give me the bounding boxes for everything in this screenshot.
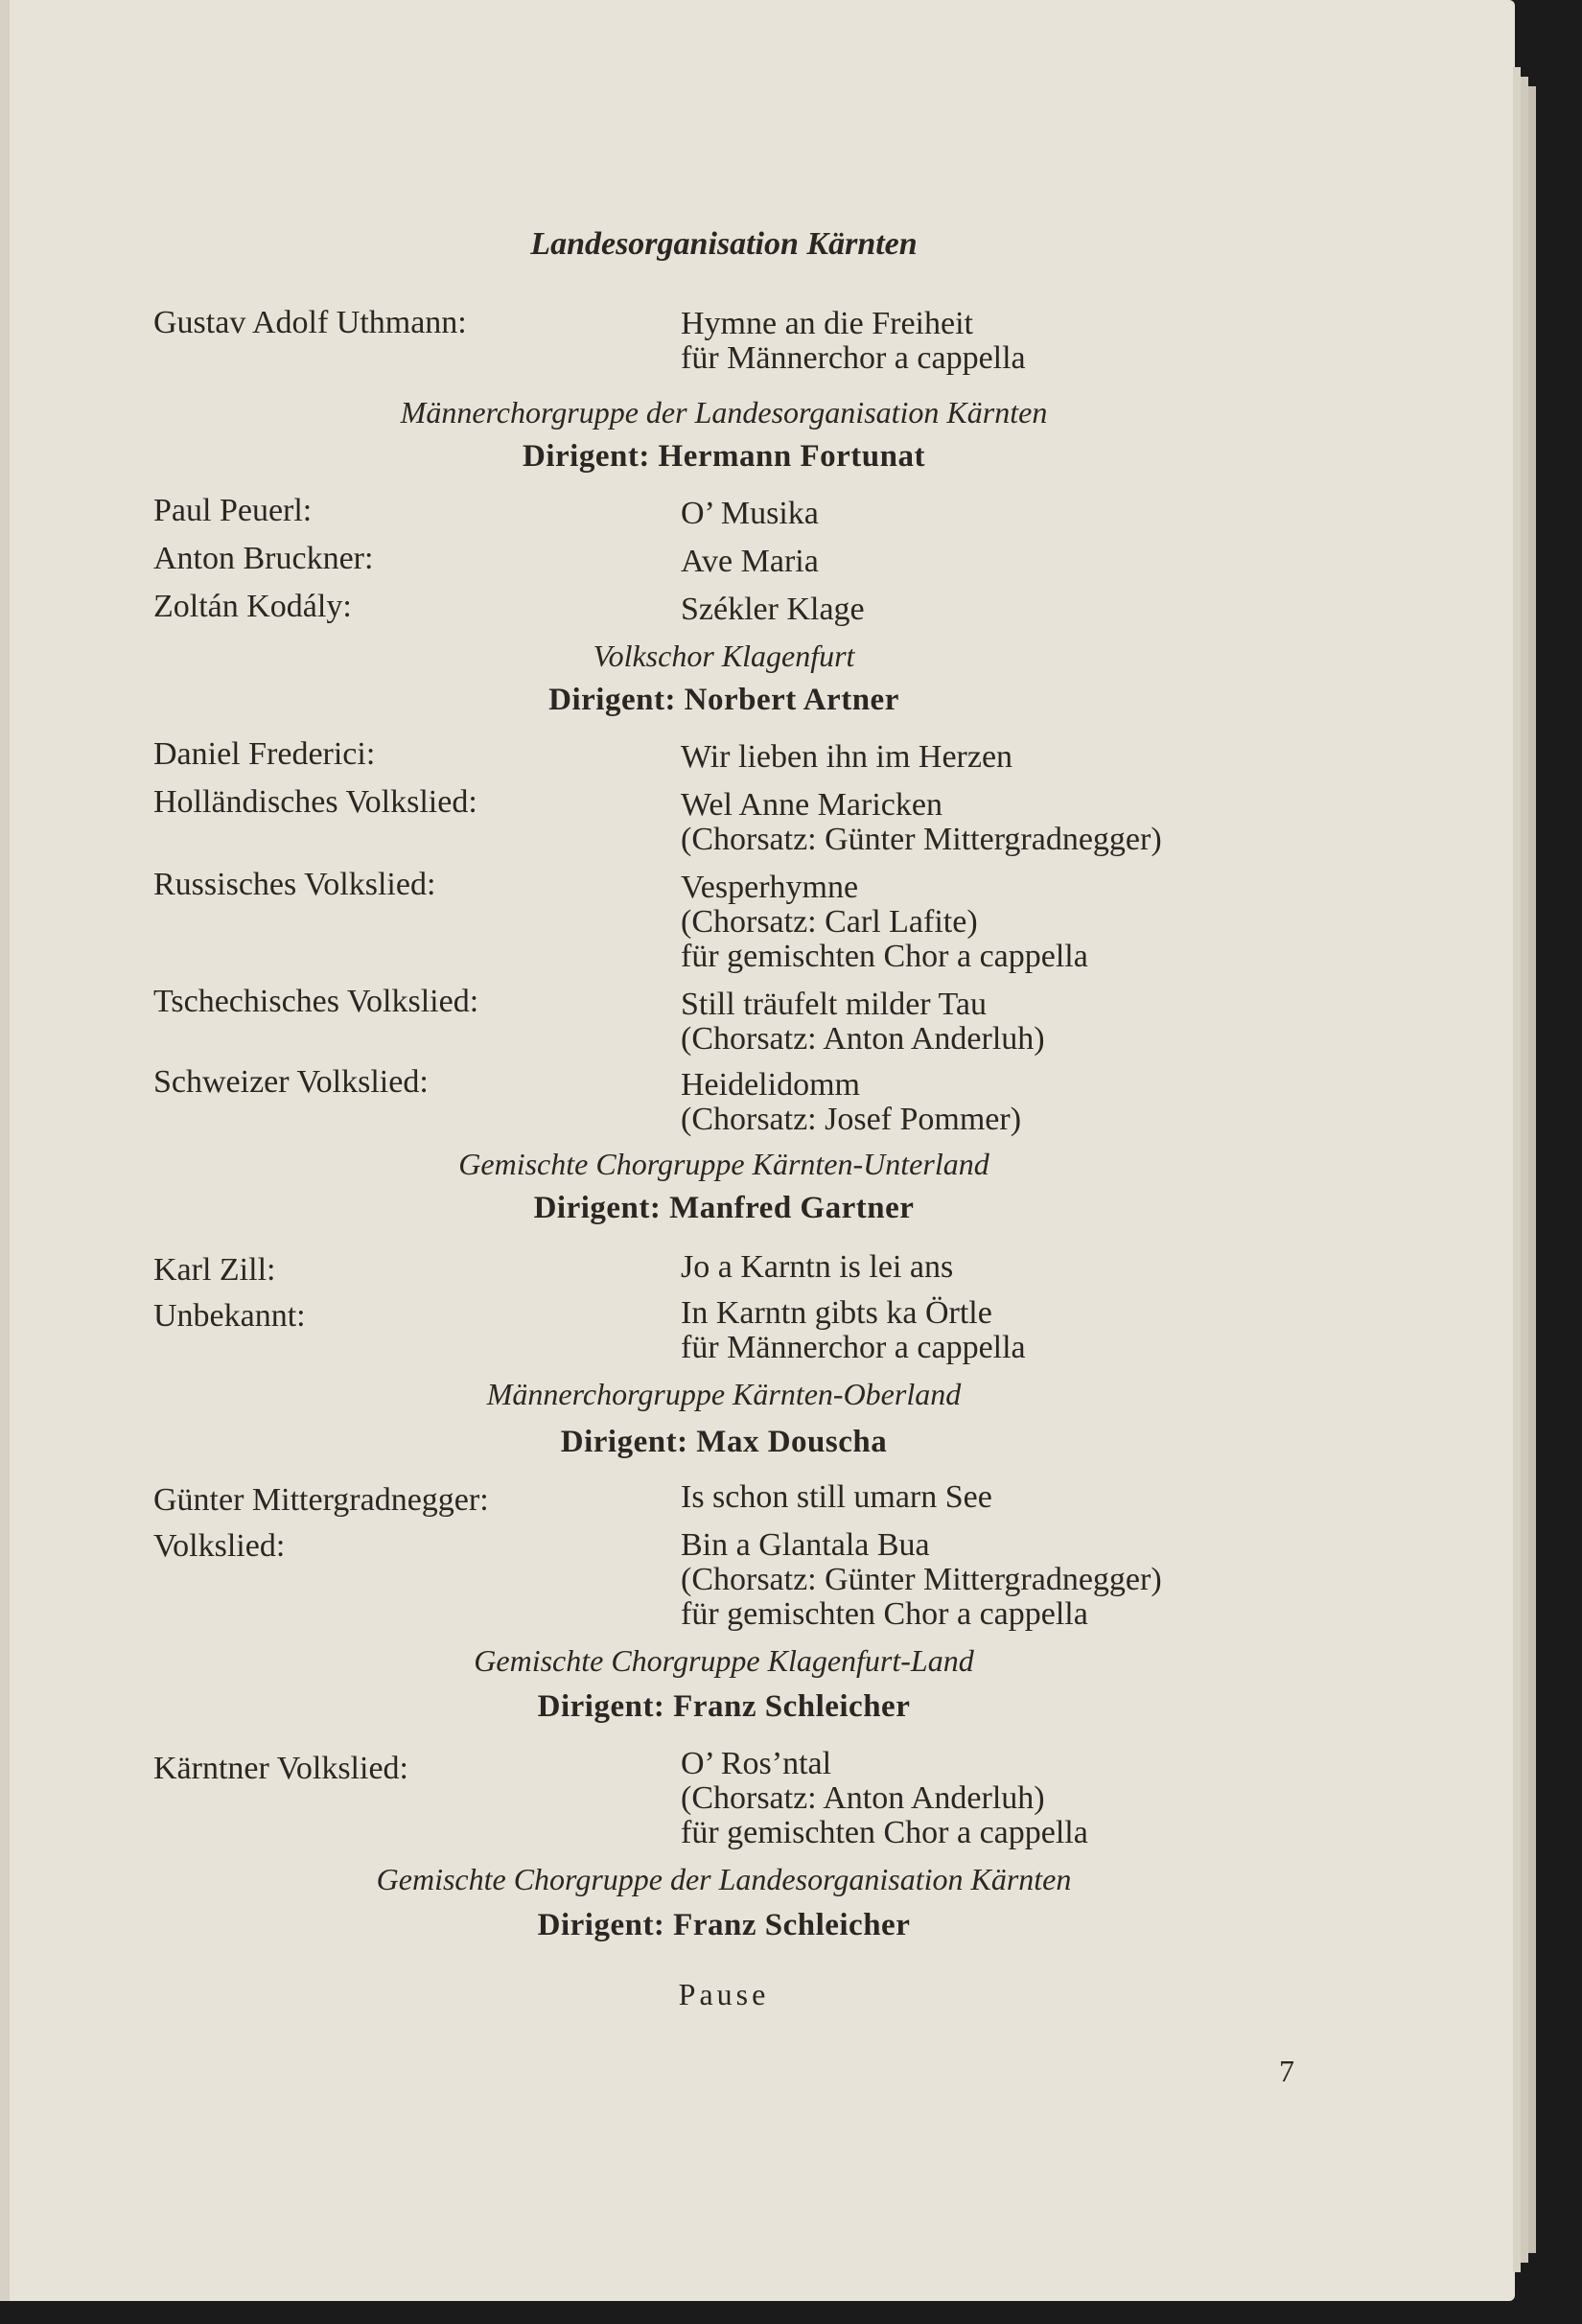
work-line: (Chorsatz: Günter Mittergradnegger) xyxy=(681,822,1162,857)
work xyxy=(681,1747,1088,1850)
composer: Karl Zill: xyxy=(153,1252,276,1288)
work xyxy=(681,497,819,531)
composer: Holländisches Volkslied: xyxy=(153,784,477,820)
work-line: Wir lieben ihn im Herzen xyxy=(681,739,1013,775)
page-number: 7 xyxy=(1279,2054,1294,2088)
work-line: Heidelidomm xyxy=(681,1067,860,1103)
work-line: (Chorsatz: Günter Mittergradnegger) xyxy=(681,1562,1162,1597)
composer: Russisches Volkslied: xyxy=(153,867,436,902)
work-line: O’ Ros’ntal xyxy=(681,1746,832,1781)
work xyxy=(681,988,1045,1057)
work xyxy=(681,788,1162,857)
composer: Paul Peuerl: xyxy=(153,493,313,528)
work-line: In Karntn gibts ka Örtle xyxy=(681,1295,992,1331)
composer: Unbekannt: xyxy=(153,1298,306,1334)
choir-group: Gemischte Chorgruppe Klagenfurt-Land xyxy=(474,1643,974,1678)
composer: Zoltán Kodály: xyxy=(153,589,352,624)
work-line: Hymne an die Freiheit xyxy=(681,306,973,341)
work-line: Wel Anne Maricken xyxy=(681,787,942,823)
choir-group: Männerchorgruppe Kärnten-Oberland xyxy=(486,1377,962,1411)
work xyxy=(681,307,1026,376)
conductor: Dirigent: Manfred Gartner xyxy=(533,1191,915,1225)
work-line: Jo a Karntn is lei ans xyxy=(681,1249,954,1285)
conductor: Dirigent: Hermann Fortunat xyxy=(523,439,925,474)
work-line: (Chorsatz: Anton Anderluh) xyxy=(681,1021,1045,1057)
work xyxy=(681,545,819,579)
composer: Schweizer Volkslied: xyxy=(153,1064,429,1100)
work xyxy=(681,1250,953,1285)
work-line: für Männerchor a cappella xyxy=(681,1330,1026,1365)
work xyxy=(681,871,1088,974)
work xyxy=(681,593,865,627)
work-line: Ave Maria xyxy=(681,544,819,579)
composer: Günter Mittergradnegger: xyxy=(153,1482,489,1518)
choir-group: Männerchorgruppe der Landesorganisation Kärnten xyxy=(400,395,1048,430)
work xyxy=(681,1296,1026,1365)
composer: Anton Bruckner: xyxy=(153,541,374,576)
choir-group: Volkschor Klagenfurt xyxy=(593,639,855,673)
composer: Kärntner Volkslied: xyxy=(153,1751,408,1786)
work-line: (Chorsatz: Carl Lafite) xyxy=(681,904,978,940)
work-line: Vesperhymne xyxy=(681,870,859,905)
page-edge xyxy=(1521,77,1528,2263)
program-title: Landesorganisation Kärnten xyxy=(530,226,918,262)
work-line: Székler Klage xyxy=(681,592,865,627)
work xyxy=(681,1528,1162,1632)
composer: Volkslied: xyxy=(153,1528,286,1564)
work-line: für gemischten Chor a cappella xyxy=(681,1815,1088,1850)
conductor: Dirigent: Norbert Artner xyxy=(548,683,899,717)
work-line: Still träufelt milder Tau xyxy=(681,987,987,1022)
conductor: Dirigent: Franz Schleicher xyxy=(537,1689,911,1724)
conductor: Dirigent: Franz Schleicher xyxy=(537,1908,911,1942)
work-line: für gemischten Chor a cappella xyxy=(681,939,1088,974)
work-line: (Chorsatz: Anton Anderluh) xyxy=(681,1780,1045,1816)
pause-label: Pause xyxy=(678,1977,770,2011)
choir-group: Gemischte Chorgruppe Kärnten-Unterland xyxy=(458,1147,989,1181)
work-line: (Chorsatz: Josef Pommer) xyxy=(681,1102,1022,1137)
work-line: für gemischten Chor a cappella xyxy=(681,1596,1088,1632)
work-line: O’ Musika xyxy=(681,496,819,531)
work xyxy=(681,740,1012,775)
work xyxy=(681,1480,992,1515)
conductor: Dirigent: Max Douscha xyxy=(560,1425,888,1459)
work-line: Bin a Glantala Bua xyxy=(681,1527,930,1563)
work xyxy=(681,1068,1021,1137)
page-edge xyxy=(1528,86,1536,2253)
work-line: für Männerchor a cappella xyxy=(681,340,1026,376)
composer: Gustav Adolf Uthmann: xyxy=(153,305,467,340)
composer: Tschechisches Volkslied: xyxy=(153,984,479,1019)
work-line: Is schon still umarn See xyxy=(681,1479,992,1515)
composer: Daniel Frederici: xyxy=(153,736,376,772)
choir-group: Gemischte Chorgruppe der Landesorganisation Kärnten xyxy=(376,1862,1072,1896)
